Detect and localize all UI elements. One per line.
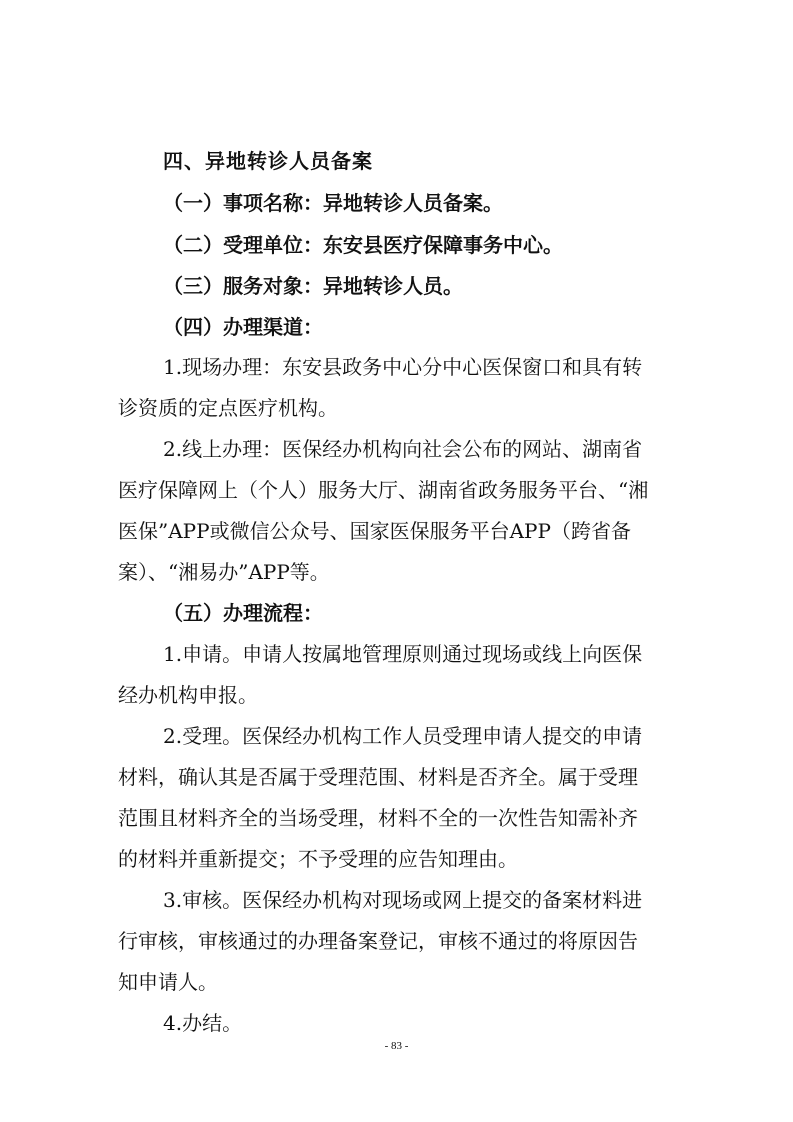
item-unit: （二）受理单位：东安县医疗保障事务中心。 [163,233,563,257]
channel-1-line-2: 诊资质的定点医疗机构。 [118,396,338,420]
step-2-line-4: 的材料并重新提交；不予受理的应告知理由。 [118,847,518,871]
channel-2-line-4: 案）、“湘易办”APP等。 [118,560,330,584]
step-2-line-3: 范围且材料齐全的当场受理，材料不全的一次性告知需补齐 [118,806,638,830]
step-1-line-1: 1.申请。申请人按属地管理原则通过现场或线上向医保 [163,642,643,666]
channel-2-line-2: 医疗保障网上（个人）服务大厅、湖南省政务服务平台、“湘 [118,478,649,502]
channel-2-line-1: 2.线上办理：医保经办机构向社会公布的网站、湖南省 [163,437,643,461]
process-heading: （五）办理流程： [163,601,323,625]
step-1-line-2: 经办机构申报。 [118,683,258,707]
step-3-line-3: 知申请人。 [118,970,218,994]
channel-1-line-1: 1.现场办理：东安县政务中心分中心医保窗口和具有转 [163,355,643,379]
step-2-line-2: 材料，确认其是否属于受理范围、材料是否齐全。属于受理 [118,765,638,789]
channels-heading: （四）办理渠道： [163,315,323,339]
step-3-line-2: 行审核，审核通过的办理备案登记，审核不通过的将原因告 [118,929,638,953]
step-3-line-1: 3.审核。医保经办机构对现场或网上提交的备案材料进 [163,888,643,912]
item-name: （一）事项名称：异地转诊人员备案。 [163,191,503,215]
section-title: 四、异地转诊人员备案 [163,149,373,173]
step-4: 4.办结。 [163,1011,243,1035]
channel-2-line-3: 医保”APP或微信公众号、国家医保服务平台APP（跨省备 [118,519,631,543]
page-number: - 83 - [384,1040,409,1052]
item-target: （三）服务对象：异地转诊人员。 [163,274,463,298]
step-2-line-1: 2.受理。医保经办机构工作人员受理申请人提交的申请 [163,724,643,748]
